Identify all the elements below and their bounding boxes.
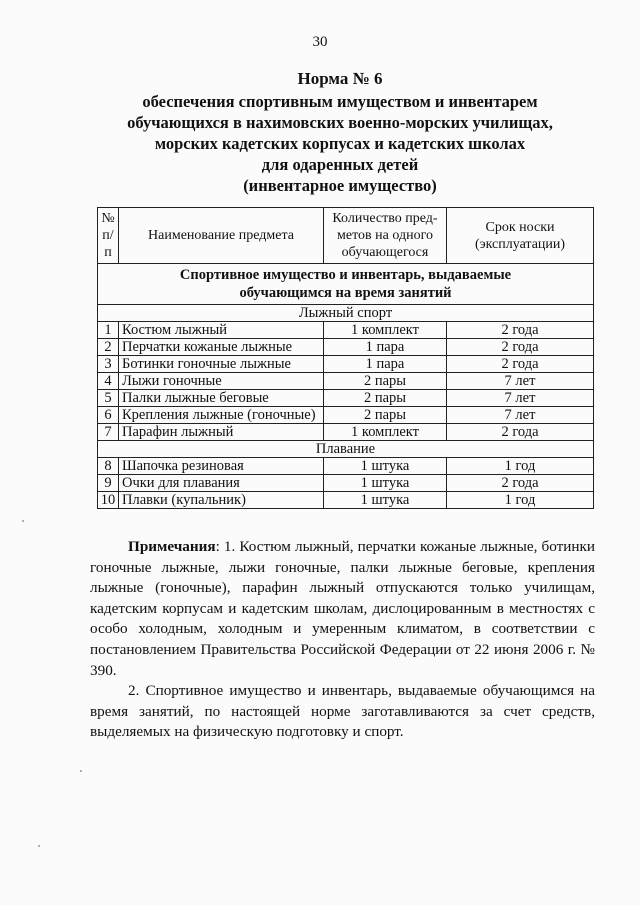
cell-num: 5 xyxy=(98,390,119,407)
cell-name: Шапочка резиновая xyxy=(119,458,324,475)
cell-term: 2 года xyxy=(447,322,594,339)
cell-num: 10 xyxy=(98,492,119,509)
scan-speck xyxy=(38,845,40,847)
cell-qty: 1 пара xyxy=(324,356,447,373)
cell-name: Парафин лыжный xyxy=(119,424,324,441)
title-line: (инвентарное имущество) xyxy=(243,176,437,195)
group-row xyxy=(98,305,594,322)
scan-speck xyxy=(80,770,82,772)
note-1 xyxy=(90,537,595,681)
cell-num: 8 xyxy=(98,458,119,475)
header-num-line: п/п xyxy=(102,228,114,260)
table-row xyxy=(98,390,594,407)
header-term-line: (эксплуатации) xyxy=(474,236,566,252)
section-line: Спортивное имущество и инвентарь, выдаваемые xyxy=(179,267,512,283)
section-line: обучающимся на время занятий xyxy=(239,285,452,301)
note-1-text: : 1. Костюм лыжный, перчатки кожаные лыжные, ботинки гоночные лыжные, лыжи гоночные, палки лыжные беговые, крепления лыжные (гоночные), парафин лыжный отпускаются только училищам, кадетским корпусам и кадетским школам, дислоцированным в местностях с особо холодным, холодным и умеренным климатом, в соответствии с постановлением Правительства Российской Федерации от 22 июня 2006 г. № 390. xyxy=(90,538,595,679)
table-row xyxy=(98,407,594,424)
scan-speck xyxy=(22,520,24,522)
header-qty xyxy=(324,208,447,264)
notes-label: Примечания xyxy=(128,538,216,555)
cell-qty: 2 пары xyxy=(324,407,447,424)
table-row xyxy=(98,373,594,390)
cell-num: 4 xyxy=(98,373,119,390)
document-title xyxy=(60,68,620,196)
header-qty-line: метов на одного xyxy=(337,228,433,243)
table-header-row xyxy=(98,208,594,264)
cell-name: Крепления лыжные (гоночные) xyxy=(119,407,324,424)
cell-term: 7 лет xyxy=(447,390,594,407)
cell-name: Лыжи гоночные xyxy=(119,373,324,390)
title-line: морских кадетских корпусах и кадетских школах xyxy=(154,134,526,153)
cell-name: Палки лыжные беговые xyxy=(119,390,324,407)
cell-qty: 2 пары xyxy=(324,373,447,390)
cell-num: 2 xyxy=(98,339,119,356)
header-name: Наименование предмета xyxy=(119,208,324,264)
cell-num: 6 xyxy=(98,407,119,424)
note-2: 2. Спортивное имущество и инвентарь, выдаваемые обучающимся на время занятий, по настоящей норме заготавливаются за счет средств, выделяемых на физическую подготовку и спорт. xyxy=(90,682,595,741)
table-row xyxy=(98,458,594,475)
section-heading xyxy=(98,264,594,305)
cell-name: Ботинки гоночные лыжные xyxy=(119,356,324,373)
table-row xyxy=(98,322,594,339)
cell-term: 7 лет xyxy=(447,407,594,424)
title-line: обучающихся в нахимовских военно-морских училищах, xyxy=(127,113,553,132)
table-row xyxy=(98,492,594,509)
cell-qty: 1 штука xyxy=(324,492,447,509)
header-qty-line: обучающегося xyxy=(341,245,429,260)
header-qty-line: Количество пред- xyxy=(332,211,438,226)
cell-term: 2 года xyxy=(447,475,594,492)
cell-name: Костюм лыжный xyxy=(119,322,324,339)
group-name: Плавание xyxy=(98,441,594,458)
cell-name: Очки для плавания xyxy=(119,475,324,492)
group-name: Лыжный спорт xyxy=(98,305,594,322)
table-body xyxy=(98,264,594,509)
title-line: для одаренных детей xyxy=(261,155,419,174)
cell-qty: 2 пары xyxy=(324,390,447,407)
cell-name: Плавки (купальник) xyxy=(119,492,324,509)
title-line: обеспечения спортивным имуществом и инвентарем xyxy=(142,92,538,111)
table-row xyxy=(98,339,594,356)
page-number: 30 xyxy=(312,34,328,50)
table-row xyxy=(98,424,594,441)
table-row xyxy=(98,475,594,492)
header-term xyxy=(447,208,594,264)
cell-term: 7 лет xyxy=(447,373,594,390)
norm-table xyxy=(97,207,594,509)
header-num xyxy=(98,208,119,264)
cell-num: 7 xyxy=(98,424,119,441)
cell-name: Перчатки кожаные лыжные xyxy=(119,339,324,356)
cell-term: 1 год xyxy=(447,458,594,475)
cell-term: 2 года xyxy=(447,339,594,356)
table-row xyxy=(98,356,594,373)
header-num-line: № xyxy=(101,211,115,226)
cell-num: 3 xyxy=(98,356,119,373)
header-term-line: Срок носки xyxy=(485,219,555,235)
cell-num: 9 xyxy=(98,475,119,492)
section-row xyxy=(98,264,594,305)
cell-term: 2 года xyxy=(447,424,594,441)
cell-qty: 1 пара xyxy=(324,339,447,356)
group-row xyxy=(98,441,594,458)
notes xyxy=(90,537,595,743)
cell-term: 2 года xyxy=(447,356,594,373)
cell-term: 1 год xyxy=(447,492,594,509)
cell-qty: 1 штука xyxy=(324,475,447,492)
cell-qty: 1 штука xyxy=(324,458,447,475)
norm-title: Норма № 6 xyxy=(297,69,383,88)
cell-qty: 1 комплект xyxy=(324,322,447,339)
cell-qty: 1 комплект xyxy=(324,424,447,441)
cell-num: 1 xyxy=(98,322,119,339)
